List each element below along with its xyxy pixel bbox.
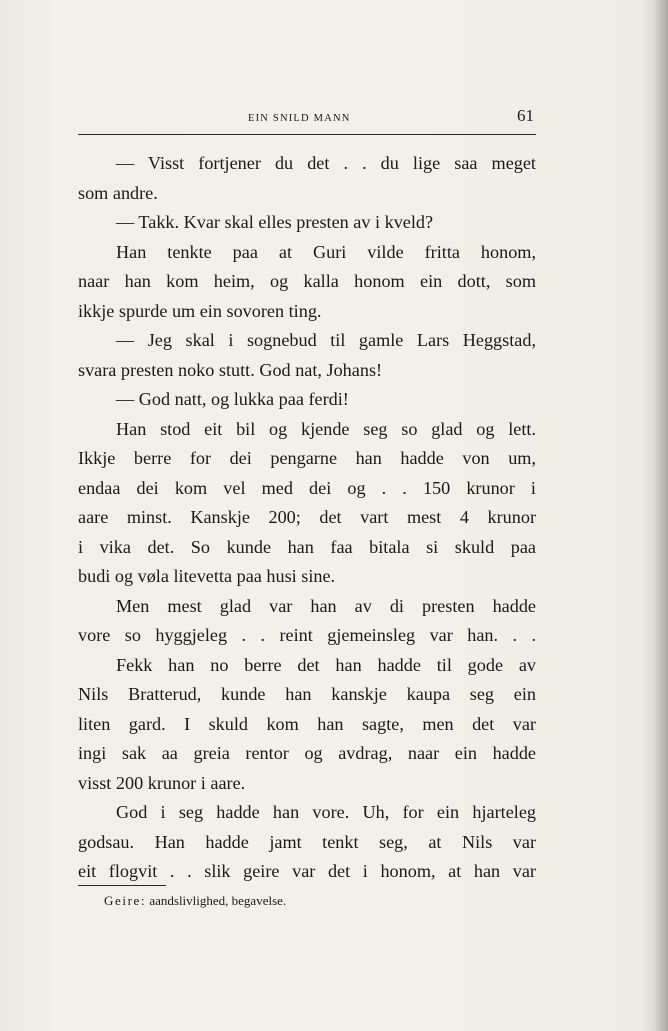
footnote-rule bbox=[78, 885, 166, 886]
text-line: budi og vøla litevetta paa husi sine. bbox=[78, 566, 336, 586]
footnote bbox=[104, 893, 286, 909]
page-number: 61 bbox=[517, 106, 534, 125]
text-line: — Jeg skal i sognebud til gamle Lars Heggstad, bbox=[116, 330, 536, 350]
text-line: svara presten noko stutt. God nat, Johans! bbox=[78, 359, 383, 380]
footnote-definition: aandslivlighed, begavelse. bbox=[149, 893, 287, 908]
running-title: EIN SNILD MANN bbox=[248, 113, 351, 124]
page-edge-shadow bbox=[654, 0, 668, 1031]
text-line: Nils Bratterud, kunde han kanskje kaupa seg ein bbox=[78, 684, 536, 704]
text-line: Men mest glad var han av di presten hadde bbox=[116, 595, 536, 616]
text-line: visst 200 krunor i aare. bbox=[78, 772, 246, 793]
text-line: endaa dei kom vel med dei og . . 150 krunor i bbox=[78, 477, 536, 498]
text-line: ingi sak aa greia rentor og avdrag, naar ein hadde bbox=[78, 743, 536, 763]
text-line: Ikkje berre for dei pengarne han hadde von um, bbox=[78, 448, 536, 468]
text-line: naar han kom heim, og kalla honom ein dott, som bbox=[78, 271, 536, 291]
text-line: godsau. Han hadde jamt tenkt seg, at Nils var bbox=[78, 831, 536, 852]
text-line: Han tenkte paa at Guri vilde fritta honom, bbox=[116, 241, 536, 262]
running-head bbox=[78, 104, 536, 130]
text-line: som andre. bbox=[78, 182, 158, 203]
footnote-term: Geire: bbox=[104, 893, 147, 908]
header-rule bbox=[78, 134, 536, 135]
body-text bbox=[78, 149, 536, 887]
text-line: vore so hyggjeleg . . reint gjemeinsleg var han. . . bbox=[78, 625, 536, 645]
text-line: Fekk han no berre det han hadde til gode av bbox=[116, 654, 536, 675]
text-line: Han stod eit bil og kjende seg so glad og lett. bbox=[116, 418, 536, 439]
text-line: aare minst. Kanskje 200; det vart mest 4 krunor bbox=[78, 507, 536, 527]
text-line: ikkje spurde um ein sovoren ting. bbox=[78, 300, 322, 321]
text-line: liten gard. I skuld kom han sagte, men det var bbox=[78, 713, 536, 734]
text-line: God i seg hadde han vore. Uh, for ein hjarteleg bbox=[116, 802, 536, 822]
text-line: i vika det. So kunde han faa bitala si skuld paa bbox=[78, 536, 536, 557]
text-line: — God natt, og lukka paa ferdi! bbox=[116, 389, 349, 409]
text-line: — Visst fortjener du det . . du lige saa meget bbox=[116, 153, 536, 173]
text-line: — Takk. Kvar skal elles presten av i kveld? bbox=[116, 212, 434, 232]
text-line: eit flogvit . . slik geire var det i honom, at han var bbox=[78, 861, 536, 881]
